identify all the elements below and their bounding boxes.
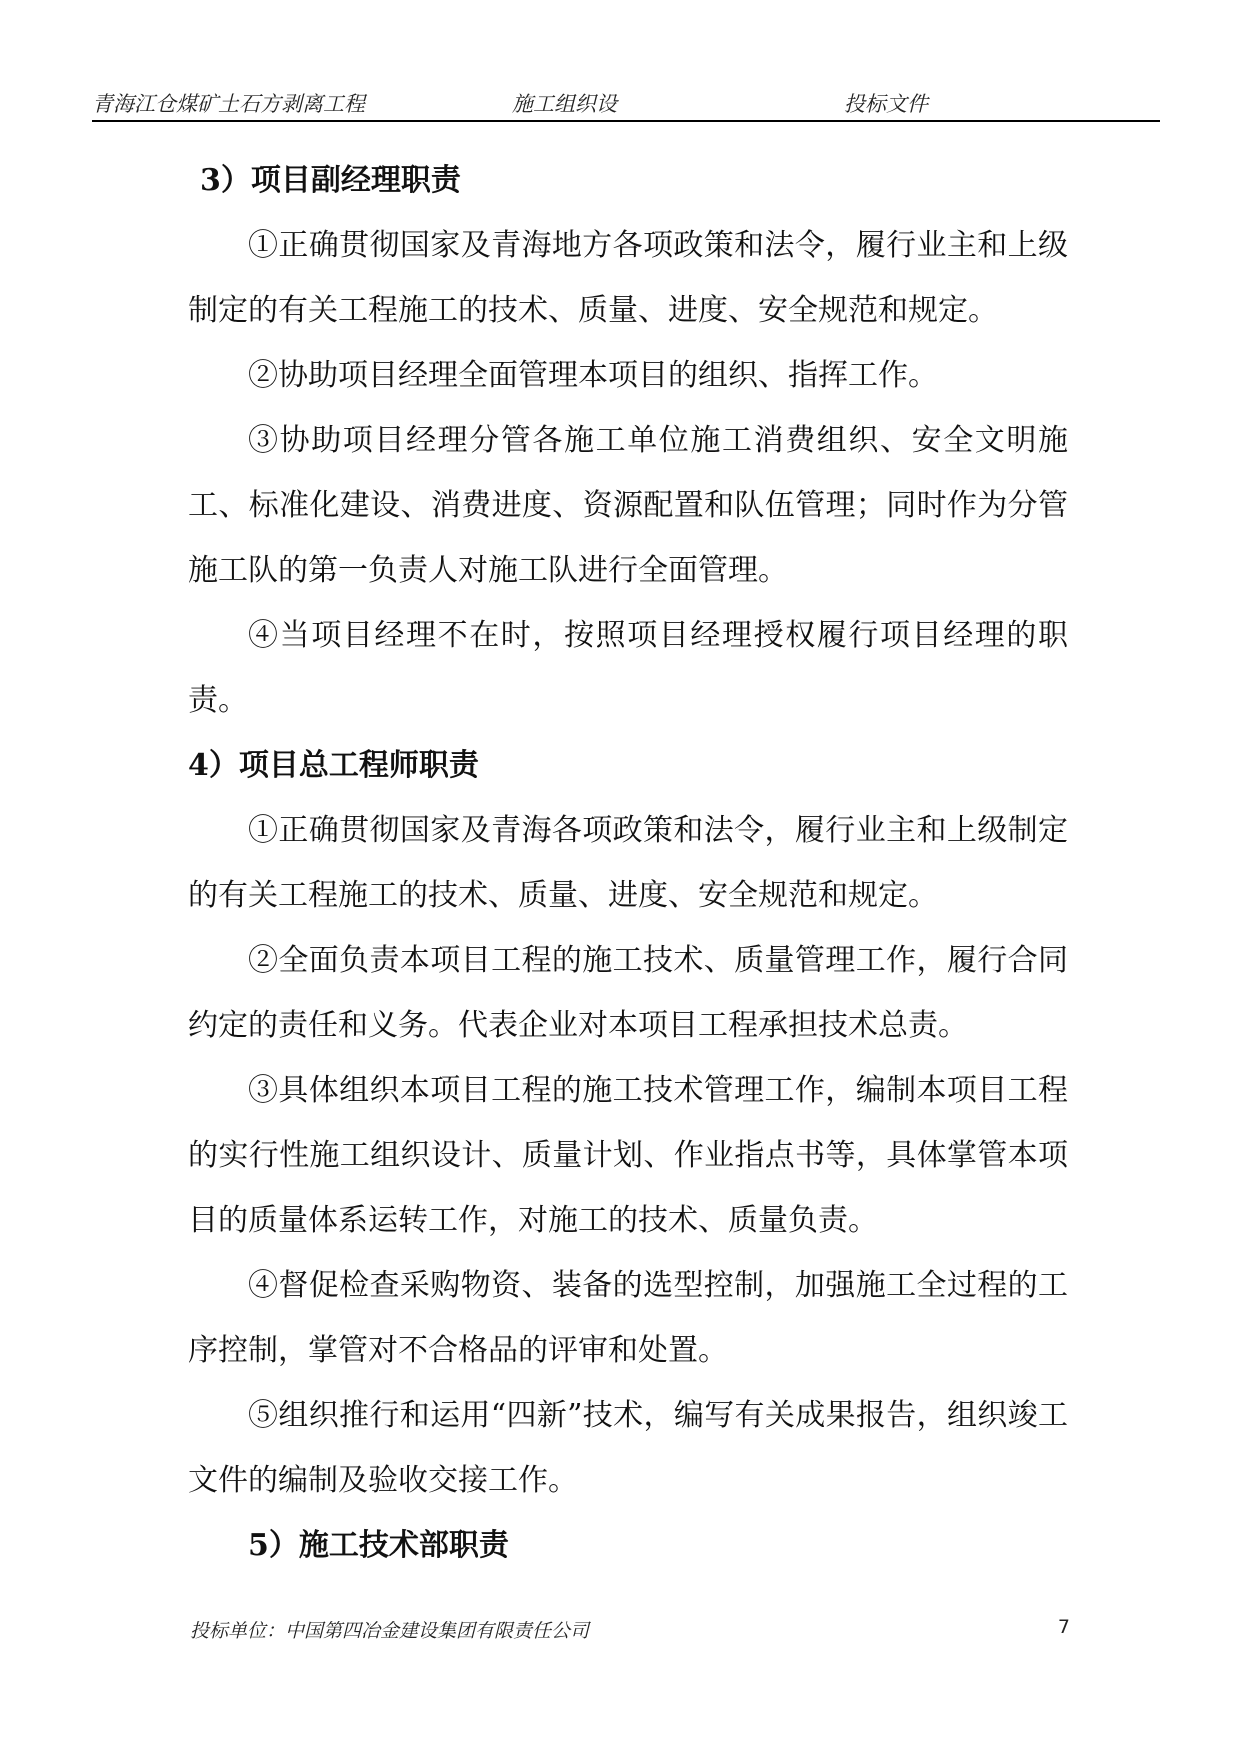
paragraph: ②协助项目经理全面管理本项目的组织、指挥工作。	[248, 358, 938, 393]
section-heading: 4）项目总工程师职责	[188, 748, 479, 783]
paragraph: ①正确贯彻国家及青海各项政策和法令，履行业主和上级制定的有关工程施工的技术、质量、进度、安全规范和规定。	[188, 813, 1068, 913]
section-heading: 3）项目副经理职责	[200, 163, 461, 198]
page-header	[92, 88, 1158, 120]
page-number: 7	[1057, 1616, 1070, 1638]
section-heading: 5）施工技术部职责	[248, 1528, 509, 1563]
paragraph: ②全面负责本项目工程的施工技术、质量管理工作，履行合同约定的责任和义务。代表企业对本项目工程承担技术总责。	[188, 943, 1068, 1043]
paragraph: ④督促检查采购物资、装备的选型控制，加强施工全过程的工序控制，掌管对不合格品的评审和处置。	[188, 1268, 1068, 1368]
document-body	[188, 148, 1068, 1578]
footer-bidder-unit: 投标单位：中国第四冶金建设集团有限责任公司	[190, 1620, 590, 1642]
header-project-title: 青海江仓煤矿土石方剥离工程	[92, 92, 365, 116]
paragraph: ①正确贯彻国家及青海地方各项政策和法令，履行业主和上级制定的有关工程施工的技术、质量、进度、安全规范和规定。	[188, 228, 1068, 328]
paragraph: ④当项目经理不在时，按照项目经理授权履行项目经理的职责。	[188, 618, 1068, 718]
page-footer	[190, 1616, 1070, 1646]
header-divider	[92, 120, 1160, 122]
header-doc-type: 投标文件	[844, 92, 928, 116]
paragraph: ⑤组织推行和运用“四新”技术，编写有关成果报告，组织竣工文件的编制及验收交接工作。	[188, 1398, 1068, 1498]
header-section-title: 施工组织设	[512, 92, 617, 116]
paragraph: ③协助项目经理分管各施工单位施工消费组织、安全文明施工、标准化建设、消费进度、资源配置和队伍管理；同时作为分管施工队的第一负责人对施工队进行全面管理。	[188, 423, 1068, 588]
paragraph: ③具体组织本项目工程的施工技术管理工作，编制本项目工程的实行性施工组织设计、质量计划、作业指点书等，具体掌管本项目的质量体系运转工作，对施工的技术、质量负责。	[188, 1073, 1068, 1238]
